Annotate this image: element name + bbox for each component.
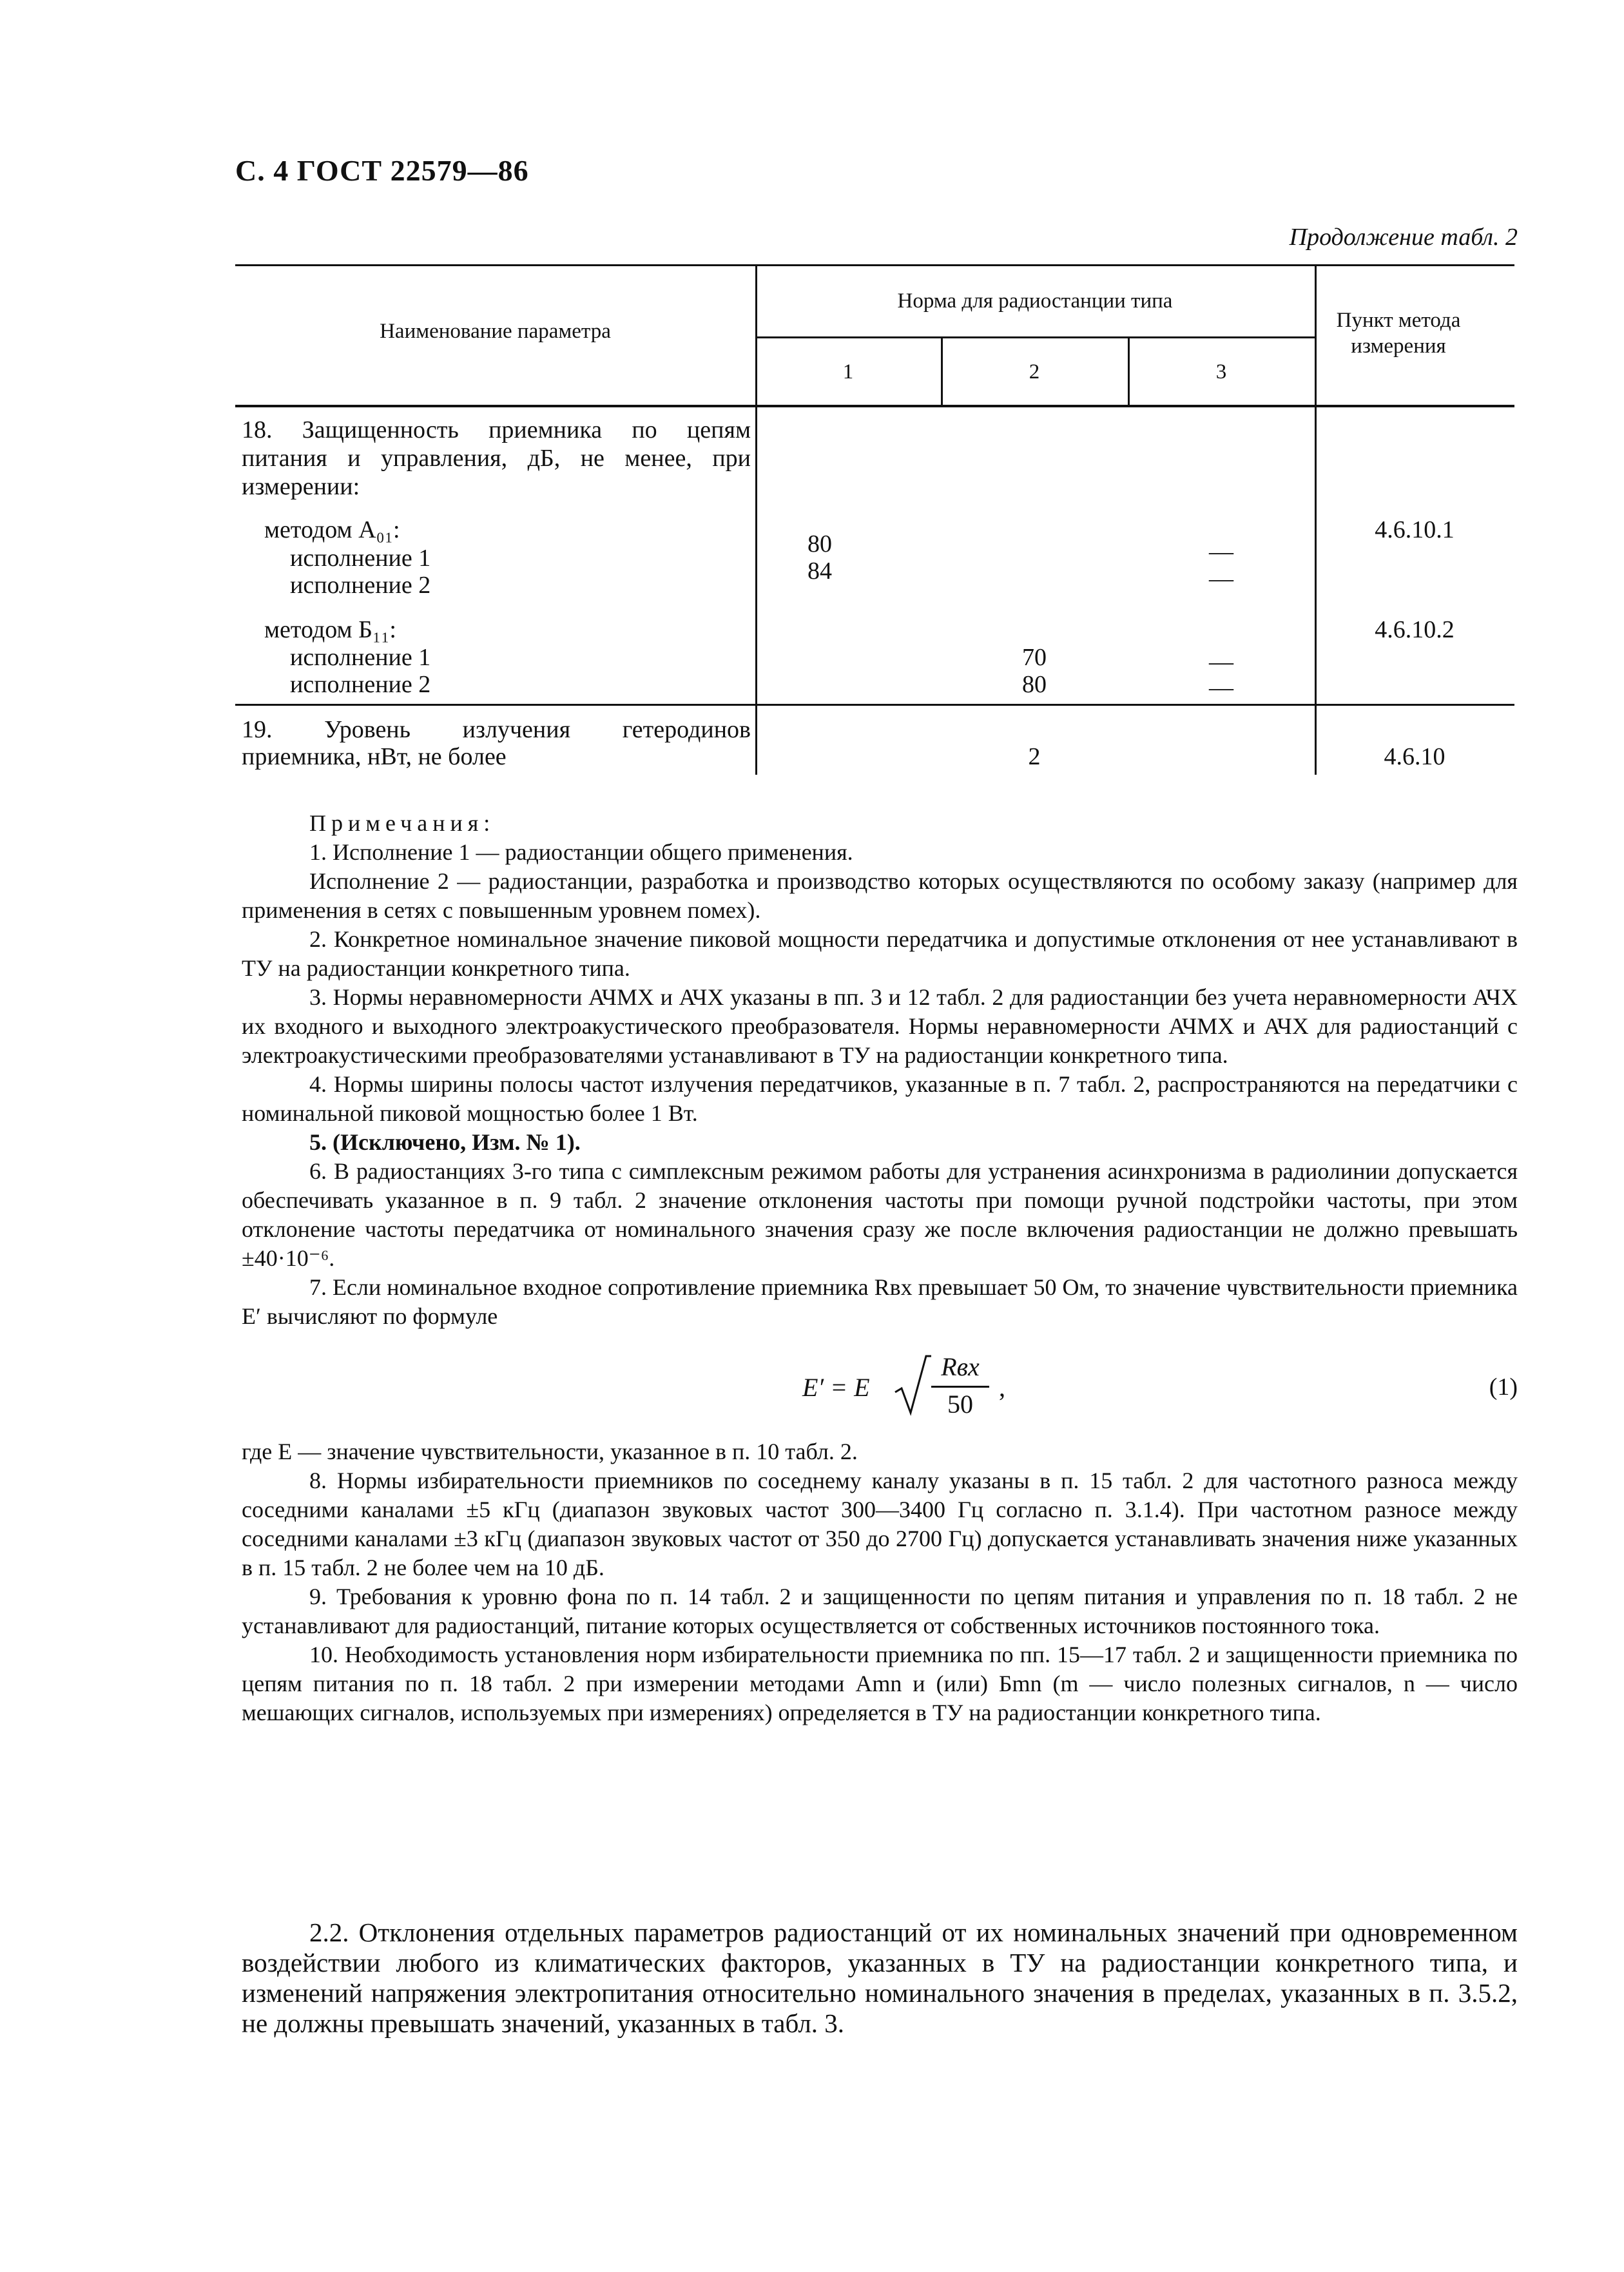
note-7: 7. Если номинальное входное сопротивление приемника Rвх превышает 50 Ом, то значение чувствительности приемника E′ вычисляют по формуле <box>242 1274 1518 1329</box>
col-header-type-1: 1 <box>842 360 854 384</box>
formula-number: (1) <box>1489 1374 1518 1401</box>
row19-value: 2 <box>1028 743 1041 770</box>
formula-denominator: 50 <box>947 1390 973 1419</box>
col-header-norm: Норма для радиостанции типа <box>897 289 1173 313</box>
formula-numerator: Rвх <box>941 1352 980 1381</box>
formula-comma: , <box>999 1373 1005 1402</box>
row18-b11-point: 4.6.10.2 <box>1375 616 1455 643</box>
col-header-type-2: 2 <box>1029 360 1040 384</box>
row18-method-b11: методом Б₁₁: <box>264 616 396 643</box>
row18-a01-type1-v1: 80 <box>807 530 832 558</box>
row18-a01-type3-v1: — <box>1209 538 1233 565</box>
row18-b11-type3-v1: — <box>1209 648 1233 675</box>
row-divider <box>235 704 1514 706</box>
note-1a: 1. Исполнение 1 — радиостанции общего применения. <box>309 839 853 865</box>
col-divider-1 <box>755 264 757 775</box>
row18-a01-point: 4.6.10.1 <box>1375 516 1455 543</box>
row19-title-line-1: 19. Уровень излучения гетеродинов <box>242 716 751 743</box>
row19-point: 4.6.10 <box>1384 743 1445 770</box>
row18-b11-type2-v2: 80 <box>1022 671 1047 698</box>
row18-b11-type2-v1: 70 <box>1022 644 1047 671</box>
note-9: 9. Требования к уровню фона по п. 14 табл. 2 и защищенности по цепям питания и управления по п. 18 табл. 2 не устанавливают для радиостанций, питание которых осуществляется от собственных источников постоянного тока. <box>242 1584 1518 1638</box>
row18-b11-variant-1: исполнение 1 <box>290 644 431 671</box>
note-4: 4. Нормы ширины полосы частот излучения передатчиков, указанные в п. 7 табл. 2, распространяются на передатчики с номинальной пиковой мощностью более 1 Вт. <box>242 1071 1518 1126</box>
note-7-where: где E — значение чувствительности, указанное в п. 10 табл. 2. <box>242 1439 858 1464</box>
note-6: 6. В радиостанциях 3-го типа с симплексным режимом работы для устранения асинхронизма в радиолинии допускается обеспечивать указанное в п. 9 табл. 2 значение отклонения частоты при помощи ручной подстройки частоты, при этом отклонение частоты передатчика от номинального значения сразу же после включения радиостанции не должно превышать ±40·10⁻⁶. <box>242 1158 1518 1271</box>
row18-title-line-2: питания и управления, дБ, не менее, при <box>242 445 751 472</box>
note-8: 8. Нормы избирательности приемников по соседнему каналу указаны в п. 15 табл. 2 для частотного разноса между соседними каналами ±5 кГц (диапазон звуковых частот 300—3400 Гц согласно п. 3.1.4). При частотном разносе между соседними каналами ±3 кГц (диапазон звуковых частот от 350 до 2700 Гц) допускается устанавливать значения ниже указанных в п. 15 табл. 2 не более чем на 10 дБ. <box>242 1468 1518 1580</box>
row18-b11-variant-2: исполнение 2 <box>290 671 431 698</box>
table-continuation-label: Продолжение табл. 2 <box>1289 224 1518 251</box>
col-header-parameter: Наименование параметра <box>380 320 611 343</box>
row18-b11-type3-v2: — <box>1209 674 1233 701</box>
note-3: 3. Нормы неравномерности АЧМХ и АЧХ указаны в пп. 3 и 12 табл. 2 для радиостанции без учета неравномерности АЧХ их входного и выходного электроакустического преобразователя. Нормы неравномерности АЧМХ и АЧХ для радиостанций с электроакустическими преобразователями устанавливают в ТУ на радиостанции конкретного типа. <box>242 984 1518 1068</box>
col-header-method: Пункт метода измерения <box>1336 309 1461 358</box>
note-5: 5. (Исключено, Изм. № 1). <box>309 1129 581 1155</box>
notes-title: Примечания: <box>309 810 496 836</box>
note-10: 10. Необходимость установления норм избирательности приемника по пп. 15—17 табл. 2 и защищенности приемника по цепям питания по п. 18 табл. 2 при измерении методами Аmn и (или) Бmn (m — число полезных сигналов, n — число мешающих сигналов, используемых при измерениях) определяется в ТУ на радиостанции конкретного типа. <box>242 1642 1518 1725</box>
sqrt-symbol <box>893 1352 931 1417</box>
formula-1 <box>242 1347 1518 1437</box>
fraction-bar <box>931 1386 989 1388</box>
row18-title-line-1: 18. Защищенность приемника по цепям <box>242 416 751 443</box>
table-top-rule <box>235 264 1514 266</box>
row18-a01-variant-1: исполнение 1 <box>290 545 431 572</box>
note-2: 2. Конкретное номинальное значение пиковой мощности передатчика и допустимые отклонения от нее устанавливают в ТУ на радиостанции конкретного типа. <box>242 926 1518 981</box>
row18-title-line-3: измерении: <box>242 473 360 500</box>
header-mid-rule <box>755 336 1315 338</box>
page-header: С. 4 ГОСТ 22579—86 <box>235 154 529 187</box>
row18-a01-variant-2: исполнение 2 <box>290 572 431 599</box>
section-2-2: 2.2. Отклонения отдельных параметров радиостанций от их номинальных значений при одновременном воздействии любого из климатических факторов, указанных в ТУ на радиостанции конкретного типа, и изменений напряжения электропитания относительно номинального значения в пределах, указанных в п. 3.5.2, не должны превышать значений, указанных в табл. 3. <box>242 1918 1518 2038</box>
row19-title-line-2: приемника, нВт, не более <box>242 743 507 770</box>
formula-lhs: E′ = E <box>802 1373 870 1402</box>
notes-block <box>242 809 1518 1727</box>
col-header-type-3: 3 <box>1215 360 1227 384</box>
row18-a01-type3-v2: — <box>1209 565 1233 592</box>
header-bottom-rule <box>235 405 1514 407</box>
row18-method-a01: методом А₀₁: <box>264 516 400 543</box>
row18-a01-type1-v2: 84 <box>807 558 832 585</box>
note-1b: Исполнение 2 — радиостанции, разработка и производство которых осуществляются по особому заказу (например для применения в сетях с повышенным уровнем помех). <box>242 868 1518 923</box>
